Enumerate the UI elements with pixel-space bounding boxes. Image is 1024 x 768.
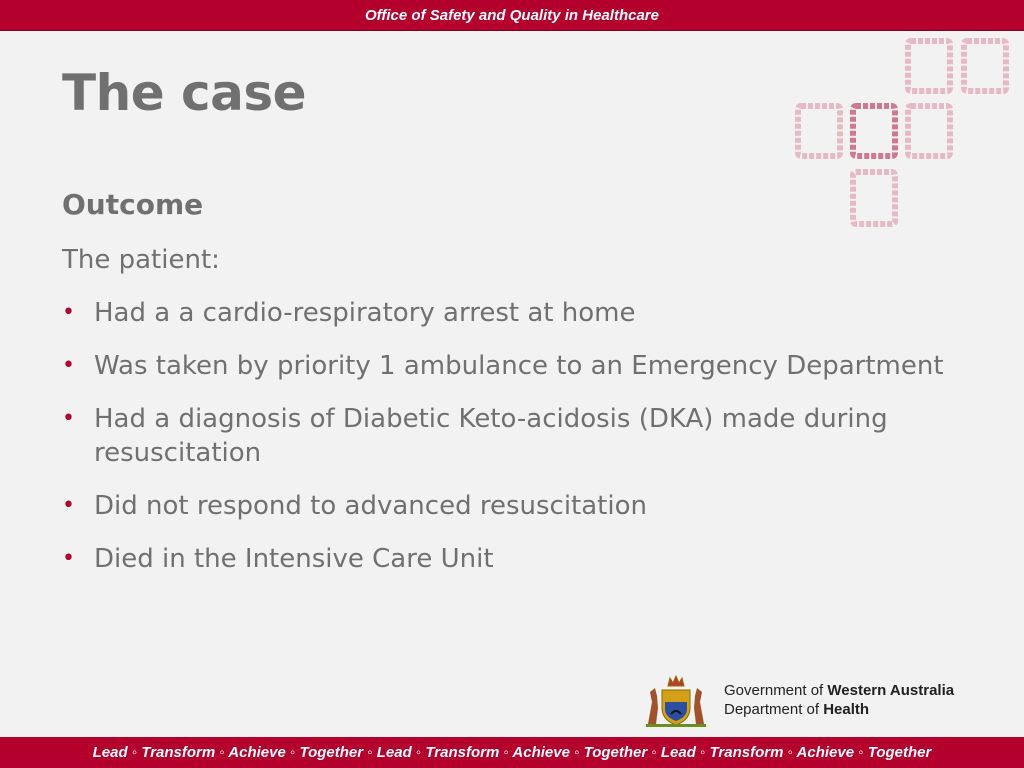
decorative-squares-graphic <box>790 34 1016 234</box>
bullet-icon: • <box>62 493 75 518</box>
government-logo-text <box>724 681 954 719</box>
top-banner-text: Office of Safety and Quality in Healthcare <box>365 6 659 24</box>
bullet-icon: • <box>62 546 75 571</box>
list-item <box>62 542 962 576</box>
bottom-banner-text: Lead ◦ Transform ◦ Achieve ◦ Together ◦ Lead ◦ Transform ◦ Achieve ◦ Together ◦ Lead ◦ Transform ◦ Achieve ◦ Together <box>92 744 932 761</box>
list-item <box>62 489 962 523</box>
list-item <box>62 402 962 470</box>
bottom-banner <box>0 737 1024 768</box>
list-item-text: Did not respond to advanced resuscitation <box>94 491 647 521</box>
bullet-list <box>62 296 962 595</box>
bullet-icon: • <box>62 406 75 431</box>
logo-line2-prefix: Department of <box>724 701 824 718</box>
government-logo <box>640 672 1016 728</box>
list-item <box>62 349 962 383</box>
logo-line2-bold: Health <box>823 701 870 718</box>
bullet-icon: • <box>62 300 75 325</box>
section-subheading: Outcome <box>62 188 204 221</box>
logo-line1-prefix: Government of <box>724 682 828 699</box>
list-item-text: Died in the Intensive Care Unit <box>94 544 494 574</box>
list-item-text: Had a a cardio-respiratory arrest at home <box>94 298 636 328</box>
intro-text: The patient: <box>62 245 220 275</box>
slide-title: The case <box>62 64 307 122</box>
bullet-icon: • <box>62 353 75 378</box>
top-banner <box>0 0 1024 31</box>
coat-of-arms-icon <box>640 672 712 728</box>
list-item-text: Was taken by priority 1 ambulance to an Emergency Department <box>94 351 944 381</box>
logo-line1-bold: Western Australia <box>827 682 955 699</box>
list-item-text: Had a diagnosis of Diabetic Keto-acidosis (DKA) made during resuscitation <box>94 404 888 468</box>
list-item <box>62 296 962 330</box>
